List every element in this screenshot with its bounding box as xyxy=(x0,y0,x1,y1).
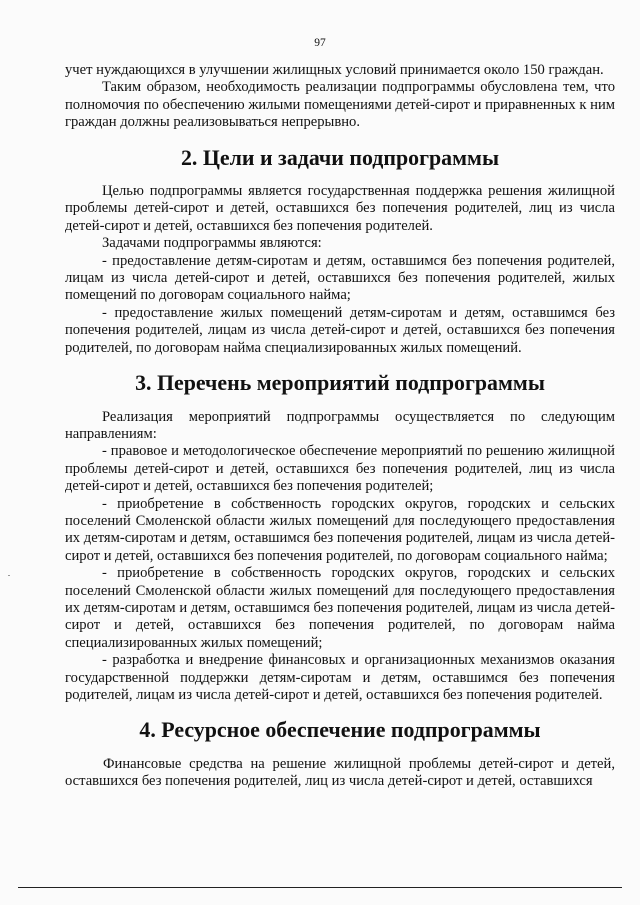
scan-mark xyxy=(8,575,10,576)
paragraph: - правовое и методологическое обеспечение мероприятий по решению жилищной проблемы детей-сирот и детей, оставшихся без попечения родителей, лиц из числа детей-сирот и детей, оставшихся без попечения родителей; xyxy=(65,443,615,495)
section-heading: 3. Перечень мероприятий подпрограммы xyxy=(135,370,545,396)
bottom-rule xyxy=(18,887,622,888)
paragraph: Задачами подпрограммы являются: xyxy=(102,235,322,252)
paragraph: - разработка и внедрение финансовых и организационных механизмов оказания государственной поддержки детям-сиротам и детям, оставшимся без попечения родителей, лицам из числа детей-сирот и детей, оставшихся без попечения родителей. xyxy=(65,652,615,703)
paragraph: Таким образом, необходимость реализации подпрограммы обусловлена тем, что полномочия по обеспечению жилыми помещениями детей-сирот и приравненных к ним граждан должны реализовываться непрерывно. xyxy=(65,79,615,131)
paragraph: - предоставление жилых помещений детям-сиротам и детям, оставшимся без попечения родителей, лицам из числа детей-сирот и детей, оставшихся без попечения родителей, по договорам найма специализированных жилых помещений. xyxy=(65,304,615,356)
section-heading: 2. Цели и задачи подпрограммы xyxy=(180,144,500,170)
paragraph: учет нуждающихся в улучшении жилищных условий принимается около 150 граждан. xyxy=(65,62,604,78)
page-number: 97 xyxy=(314,37,326,49)
paragraph: Финансовые средства на решение жилищной проблемы детей-сирот и детей, оставшихся без попечения родителей, лиц из числа детей-сирот и детей, оставшихся xyxy=(65,755,615,790)
paragraph: - приобретение в собственность городских округов, городских и сельских поселений Смоленской области жилых помещений для последующего предоставления их детям-сиротам и детям, оставшимся без попечения родителей, лицам из числа детей-сирот и детей, оставшихся без попечения родителей, по договорам найма специализированных жилых помещений; xyxy=(65,565,615,651)
document-body xyxy=(65,62,615,791)
paragraph: Реализация мероприятий подпрограммы осуществляется по следующим направлениям: xyxy=(65,408,615,442)
paragraph: Целью подпрограммы является государственная поддержка решения жилищной проблемы детей-сирот и детей, оставшихся без попечения родителей, лиц из числа детей-сирот и детей, оставшихся без попечения родителей. xyxy=(65,183,615,234)
paragraph: - приобретение в собственность городских округов, городских и сельских поселений Смоленской области жилых помещений для последующего предоставления их детям-сиротам и детям, оставшимся без попечения родителей, лицам из числа детей-сирот и детей, оставшихся без попечения родителей, по договорам социального найма; xyxy=(65,495,615,564)
section-heading: 4. Ресурсное обеспечение подпрограммы xyxy=(139,717,541,743)
paragraph: - предоставление детям-сиротам и детям, оставшимся без попечения родителей, лицам из числа детей-сирот и детей, оставшихся без попечения родителей, жилых помещений по договорам социального найма; xyxy=(65,252,615,304)
